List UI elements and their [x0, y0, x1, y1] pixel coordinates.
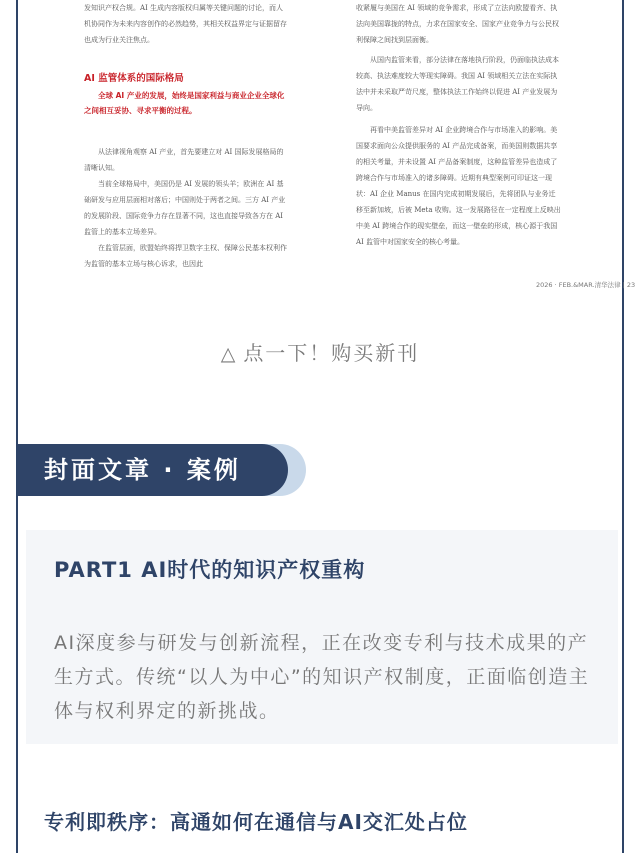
triangle-icon: △: [220, 343, 238, 365]
part1-title: PART1 AI时代的知识产权重构: [54, 558, 366, 582]
magazine-right-column: [356, 0, 561, 250]
part1-description: AI深度参与研发与创新流程，正在改变专利与技术成果的产生方式。传统“以人为中心”的知识产权制度，正面临创造主体与权利界定的新挑战。: [54, 632, 590, 722]
magazine-section-heading: AI 监管体系的国际格局: [84, 73, 184, 84]
buy-new-issue-label: 点一下！购买新刊: [243, 341, 420, 365]
part1-panel: [26, 530, 618, 744]
magazine-page-footer: 2026 · FEB.&MAR.清华法律 | 23: [536, 281, 636, 289]
magazine-text: 在监管层面，欧盟始终将捍卫数字主权、保障公民基本权利作为监管的基本立场与核心诉求，也因此: [84, 244, 287, 268]
magazine-section-subheading: 全球 AI 产业的发展，始终是国家利益与商业企业全球化之间相互妥协、寻求平衡的过程。: [84, 91, 285, 115]
article-title[interactable]: 专利即秩序：高通如何在通信与AI交汇处占位: [44, 810, 468, 834]
banner-label: 封面文章 · 案例: [18, 444, 288, 496]
magazine-text: 收紧履与美国在 AI 领域的竞争需求，形成了立法向欧盟看齐、执法向美国靠拢的特点，力求在国家安全、国家产业竞争力与公民权利保障之间找到层面衡。: [356, 4, 559, 44]
magazine-text: 当前全球格局中，美国仍是 AI 发展的领头羊；欧洲在 AI 基础研发与应用层面相对落后；中国则处于两者之间。三方 AI 产业的发展阶段、国际竞争力存在显著不同，这也直接导致各方在 AI 监管上的基本立场差异。: [84, 180, 286, 236]
magazine-left-column: [84, 0, 289, 272]
magazine-text: 发知识产权合规。AI 生成内容版权归属等关键问题的讨论，而人机协同作为未来内容创作的必然趋势，其相关权益界定与证据留存也成为行业关注焦点。: [84, 4, 287, 44]
magazine-page-image[interactable]: [56, 0, 636, 300]
magazine-text: 再看中美监管差异对 AI 企业跨境合作与市场准入的影响。美国要求面向公众提供服务的 AI 产品完成备案，而美国则数据共享的相关考量，并未设置 AI 产品备案制度，这种监管差异也造成了跨境合作与市场准入的诸多障碍。近期有典型案例可印证这一现状：AI 企业 Manus 在国内完成初期发展后，先将团队与业务迁移至新加坡，后被 Meta 收购。这一发展路径在一定程度上反映出中美 AI 跨境合作的现实壁垒，而这一壁垒的形成，核心源于我国 AI 监管中对国家安全的核心考量。: [356, 126, 561, 246]
section-banner: [18, 444, 308, 496]
magazine-text: 从法律视角观察 AI 产业，首先要建立对 AI 国际发展格局的清晰认知。: [84, 148, 284, 172]
magazine-text: 从国内监管来看，部分法律在落地执行阶段，仍面临执法成本较高、执法难度较大等现实障碍。我国 AI 领域相关立法在实际执法中并未采取严苛尺度，整体执法工作始终以促进 AI 产业发展为导向。: [356, 56, 559, 112]
buy-new-issue-link[interactable]: [0, 337, 640, 366]
